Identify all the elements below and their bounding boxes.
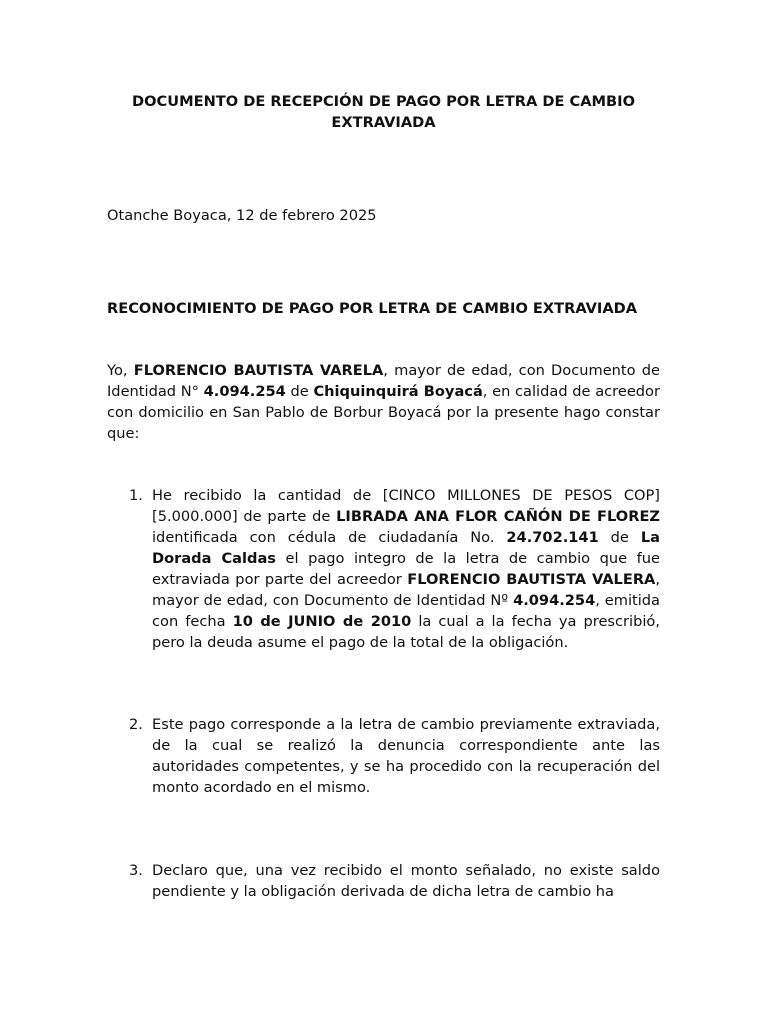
item-text: identificada con cédula de ciudadanía No.	[152, 529, 507, 546]
item-text: He recibido la cantidad de [CINCO MILLONES DE PESOS COP] [5.000.000] de parte de	[152, 487, 660, 525]
creditor-name: FLORENCIO BAUTISTA VALERA	[407, 571, 656, 588]
creditor-id: 4.094.254	[203, 383, 286, 400]
creditor-name: FLORENCIO BAUTISTA VARELA	[133, 362, 384, 379]
list-item-text: Declaro que, una vez recibido el monto señalado, no existe saldo pendiente y la obligación derivada de dicha letra de cambio ha	[152, 862, 660, 900]
list-item	[107, 485, 660, 653]
list-item-text: Este pago corresponde a la letra de cambio previamente extraviada, de la cual se realizó la denuncia correspondiente ante las autoridades competentes, y se ha procedido con la recuperación del monto acordado en el mismo.	[152, 716, 660, 796]
list-number: 1.	[129, 487, 143, 504]
payer-name: LIBRADA ANA FLOR CAÑÓN DE FLOREZ	[336, 508, 660, 525]
creditor-id: 4.094.254	[513, 592, 596, 609]
creditor-city: Chiquinquirá Boyacá	[313, 383, 483, 400]
item-text: de	[598, 529, 641, 546]
payer-city: La Dorada Caldas	[152, 529, 660, 567]
place-date-line: Otanche Boyaca, 12 de febrero 2025	[107, 207, 377, 224]
payer-id: 24.702.141	[506, 529, 599, 546]
item-text: , mayor de edad, con Documento de Identidad Nº	[152, 571, 660, 609]
item-text: , emitida con fecha	[152, 592, 661, 630]
list-number: 3.	[129, 862, 143, 879]
list-number: 2.	[129, 716, 143, 733]
item-text: la cual a la fecha ya prescribió, pero la deuda asume el pago de la total de la obligación.	[152, 613, 660, 651]
intro-text: , mayor de edad, con Documento de Identidad N°	[107, 362, 660, 400]
intro-text: Yo,	[107, 362, 134, 379]
list-item-text	[152, 485, 660, 653]
list-item	[107, 860, 660, 902]
intro-text: , en calidad de acreedor con domicilio en San Pablo de Borbur Boyacá por la presente hago constar que:	[107, 383, 660, 442]
intro-paragraph	[107, 360, 660, 444]
item-text: el pago integro de la letra de cambio que fue extraviada por parte del acreedor	[152, 550, 660, 588]
issue-date: 10 de JUNIO de 2010	[232, 613, 412, 630]
section-heading: RECONOCIMIENTO DE PAGO POR LETRA DE CAMBIO EXTRAVIADA	[107, 300, 638, 317]
intro-text: de	[285, 383, 314, 400]
list-item	[107, 714, 660, 798]
document-title: DOCUMENTO DE RECEPCIÓN DE PAGO POR LETRA DE CAMBIO EXTRAVIADA	[132, 93, 635, 131]
